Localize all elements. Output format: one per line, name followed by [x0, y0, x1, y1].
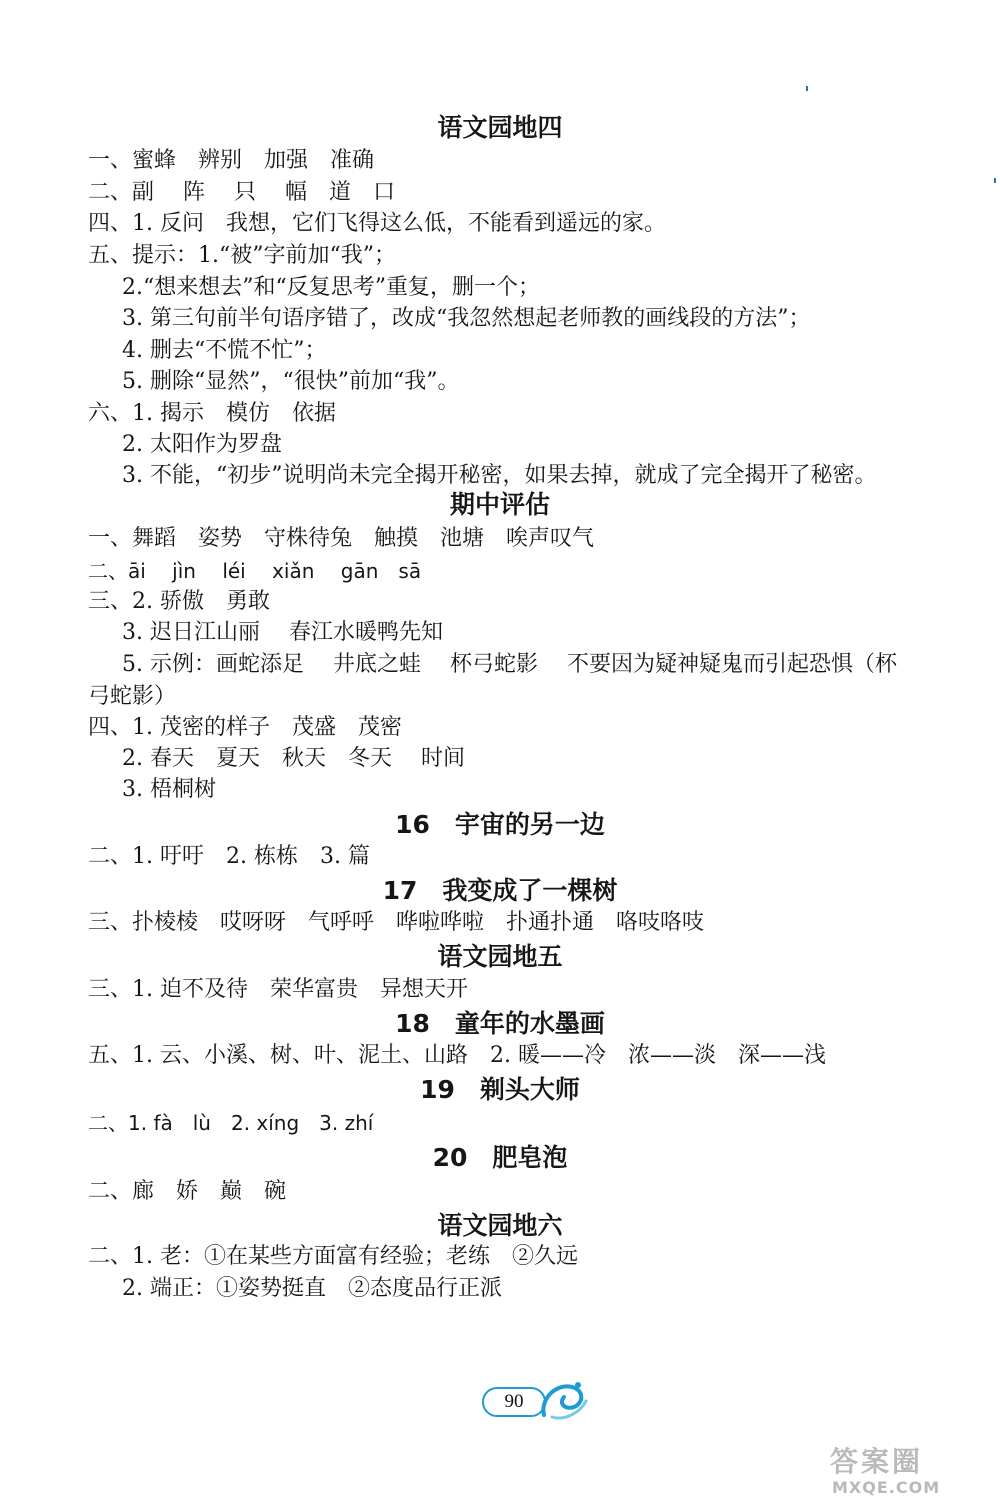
answer-line: 三、2. 骄傲 勇敢 [88, 589, 270, 614]
answer-line: 2. 太阳作为罗盘 [122, 432, 282, 457]
page-number: 90 [482, 1387, 546, 1417]
watermark-logo: 答案圈 [830, 1445, 924, 1478]
answer-line: 4. 删去“不慌不忙”； [122, 338, 327, 363]
answer-line: 3. 第三句前半句语序错了，改成“我忽然想起老师教的画线段的方法”； [122, 306, 811, 331]
watermark [826, 1440, 996, 1502]
section-title: 16 宇宙的另一边 [395, 810, 605, 839]
answer-line: 四、1. 茂密的样子 茂盛 茂密 [88, 715, 402, 740]
page-number-badge [480, 1375, 600, 1427]
answer-line: 二、廊 娇 巅 碗 [88, 1179, 287, 1204]
answer-line: 四、1. 反问 我想，它们飞得这么低，不能看到遥远的家。 [88, 211, 666, 236]
answer-line: 3. 不能，“初步”说明尚未完全揭开秘密，如果去掉，就成了完全揭开了秘密。 [122, 463, 877, 488]
answer-line: 2. 端正：①姿势挺直 ②态度品行正派 [122, 1276, 502, 1301]
section-title: 17 我变成了一棵树 [382, 876, 618, 905]
watermark-url: MXQE.COM [832, 1478, 941, 1497]
answer-line: 弓蛇影） [88, 684, 177, 709]
answer-line: 二、1. 老：①在某些方面富有经验；老练 ②久远 [88, 1244, 578, 1269]
scan-speck [806, 86, 808, 91]
section-title: 20 肥皂泡 [432, 1143, 568, 1172]
answer-line: 五、提示：1.“被”字前加“我”； [88, 243, 396, 268]
answer-line: 5. 删除“显然”，“很快”前加“我”。 [122, 369, 460, 394]
answer-line: 一、舞蹈 姿势 守株待兔 触摸 池塘 唉声叹气 [88, 526, 595, 551]
section-title: 语文园地五 [437, 942, 563, 971]
answer-line: 2.“想来想去”和“反复思考”重复，删一个； [122, 275, 540, 300]
section-title: 期中评估 [449, 490, 550, 519]
answer-line: 三、扑棱棱 哎呀呀 气呼呼 哗啦哗啦 扑通扑通 咯吱咯吱 [88, 910, 705, 935]
answer-line: 二、1. 吁吁 2. 栋栋 3. 篇 [88, 844, 370, 869]
answer-line: 5. 示例：画蛇添足 井底之蛙 杯弓蛇影 不要因为疑神疑鬼而引起恐惧（杯 [122, 652, 897, 677]
section-title: 语文园地四 [437, 113, 563, 142]
answer-line: 二、副 阵 只 幅 道 口 [88, 180, 395, 205]
answer-line: 二、āi jìn léi xiǎn gān sā [88, 559, 422, 583]
section-title: 18 童年的水墨画 [395, 1009, 605, 1038]
answer-line: 2. 春天 夏天 秋天 冬天 时间 [122, 746, 465, 771]
section-title: 19 剃头大师 [420, 1075, 580, 1104]
answer-line: 二、1. fà lù 2. xíng 3. zhí [88, 1111, 374, 1135]
scan-speck [994, 178, 996, 183]
answer-line: 六、1. 揭示 模仿 依据 [88, 401, 336, 426]
answer-line: 五、1. 云、小溪、树、叶、泥土、山路 2. 暖——冷 浓——淡 深——浅 [88, 1043, 826, 1068]
answer-line: 三、1. 迫不及待 荣华富贵 异想天开 [88, 977, 468, 1002]
answer-line: 一、蜜蜂 辨别 加强 准确 [88, 148, 375, 173]
answer-line: 3. 梧桐树 [122, 777, 216, 802]
answer-line: 3. 迟日江山丽 春江水暖鸭先知 [122, 620, 443, 645]
section-title: 语文园地六 [437, 1211, 563, 1240]
swirl-icon [538, 1377, 590, 1421]
